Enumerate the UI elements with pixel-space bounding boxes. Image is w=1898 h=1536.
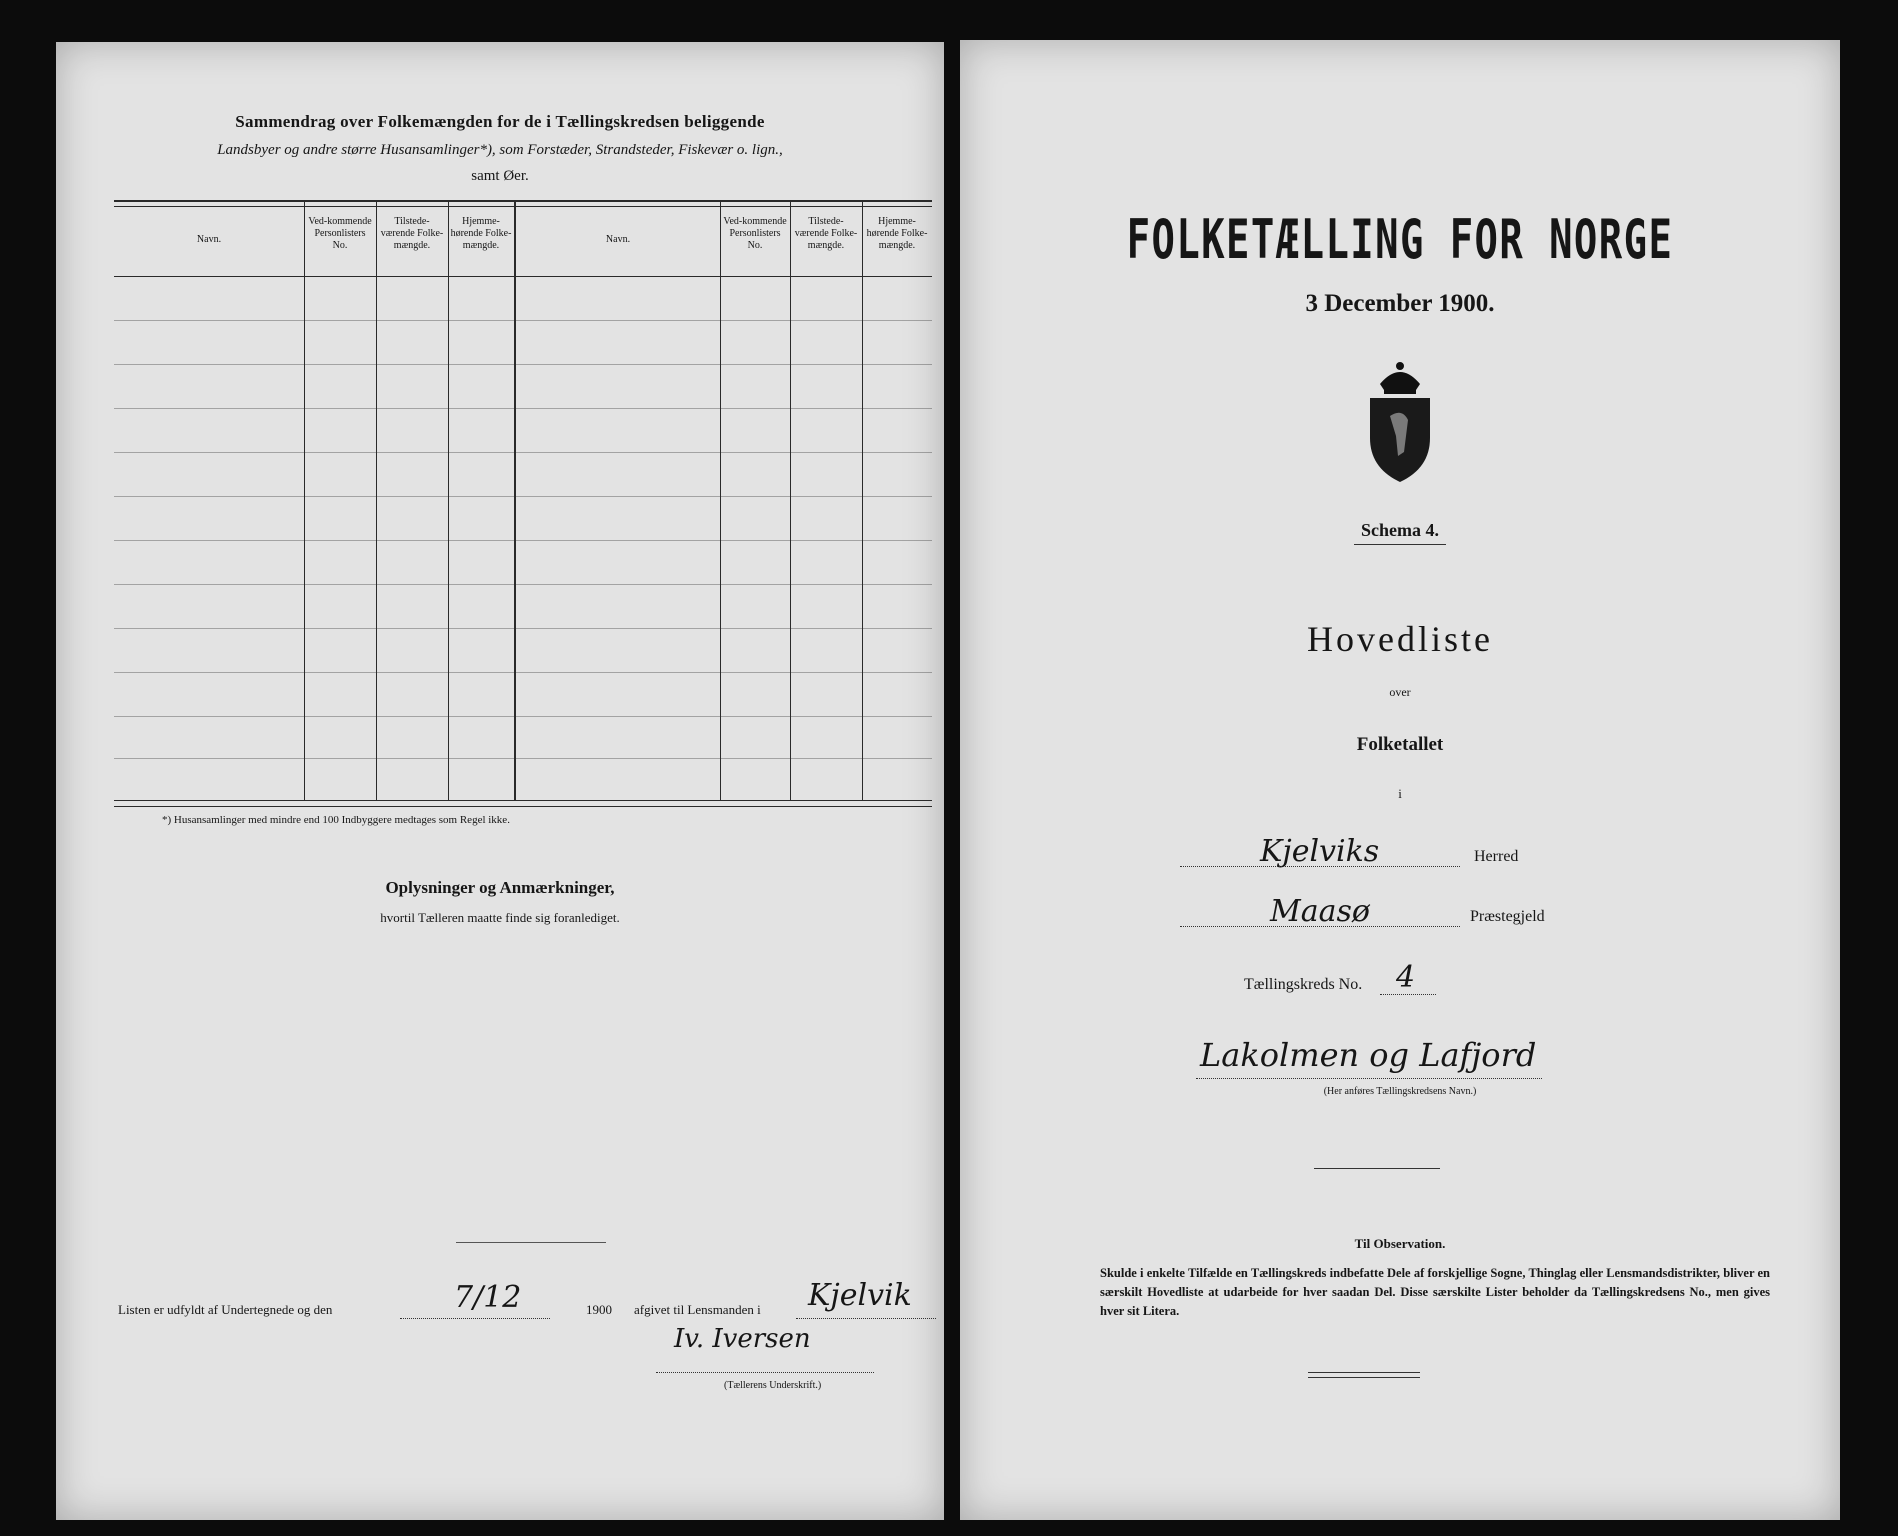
census-title: FOLKETÆLLING FOR NORGE: [1126, 208, 1674, 271]
col-header-personlister: Ved-kommende Personlisters No.: [308, 216, 372, 251]
sign-middle: afgivet til Lensmanden i: [634, 1302, 761, 1317]
signature-line: [118, 1278, 938, 1332]
summary-title: Sammendrag over Folkemængden for de i Tællingskredsen beliggende: [235, 112, 765, 131]
col-header-hjemmehorende-2: Hjemme-hørende Folke-mængde.: [866, 216, 928, 251]
col-header-tilstedevaerende-2: Tilstede-værende Folke-mængde.: [794, 216, 858, 251]
footnote: *) Husansamlinger med mindre end 100 Indbyggere medtages som Regel ikke.: [162, 814, 510, 826]
kreds-name-hint: (Her anføres Tællingskredsens Navn.): [1323, 1086, 1477, 1097]
sign-year: 1900: [586, 1302, 612, 1317]
signature: Iv. Iversen: [674, 1324, 811, 1354]
i-label: i: [1398, 786, 1402, 801]
signature-caption: (Tællerens Underskrift.): [724, 1380, 822, 1391]
prestegjeld-label: Præstegjeld: [1470, 908, 1545, 925]
over-label: over: [1389, 685, 1411, 699]
remarks-title: Oplysninger og Anmærkninger,: [385, 878, 615, 897]
norway-coat-of-arms-icon: [1350, 356, 1450, 486]
left-page: [56, 42, 944, 1520]
folketallet-label: Folketallet: [1356, 734, 1444, 755]
kreds-value: 4: [1396, 960, 1416, 995]
prestegjeld-value: Maasø: [1270, 894, 1370, 929]
summary-table: [114, 200, 932, 846]
schema-label: Schema 4.: [1361, 520, 1439, 540]
sign-date: 7/12: [454, 1280, 522, 1315]
col-header-tilstedevaerende: Tilstede-værende Folke-mængde.: [380, 216, 444, 251]
observation-text: Skulde i enkelte Tilfælde en Tællingskreds indbefatte Dele af forskjellige Sogne, Thinglag eller Lensmandsdistrikter, bliver en særskilt Hovedliste at udarbeide for hver saadan Del. Disse særskilte Lister beholder da Tællingskredsens No., men gives hver sit Litera.: [1100, 1266, 1770, 1318]
sign-place: Kjelvik: [808, 1278, 912, 1313]
herred-value: Kjelviks: [1260, 834, 1380, 869]
summary-subtitle-2: samt Øer.: [471, 168, 529, 184]
right-page: [960, 40, 1840, 1520]
summary-subtitle: Landsbyer og andre større Husansamlinger*), som Forstæder, Strandsteder, Fiskevær o. lign.,: [217, 142, 783, 158]
divider: [456, 1242, 606, 1243]
sign-prefix: Listen er udfyldt af Undertegnede og den: [118, 1302, 333, 1317]
col-header-navn: Navn.: [196, 234, 222, 245]
kreds-name: Lakolmen og Lafjord: [1200, 1036, 1537, 1074]
census-date: 3 December 1900.: [1305, 290, 1495, 317]
observation-title: Til Observation.: [1354, 1236, 1446, 1251]
col-header-hjemmehorende: Hjemme-hørende Folke-mængde.: [450, 216, 512, 251]
herred-label: Herred: [1474, 848, 1519, 865]
col-header-navn-2: Navn.: [605, 234, 631, 245]
remarks-subtitle: hvortil Tælleren maatte finde sig foranlediget.: [380, 910, 620, 925]
kreds-label: Tællingskreds No.: [1244, 976, 1363, 993]
main-heading: Hovedliste: [1307, 619, 1493, 659]
col-header-personlister-2: Ved-kommende Personlisters No.: [723, 216, 787, 251]
